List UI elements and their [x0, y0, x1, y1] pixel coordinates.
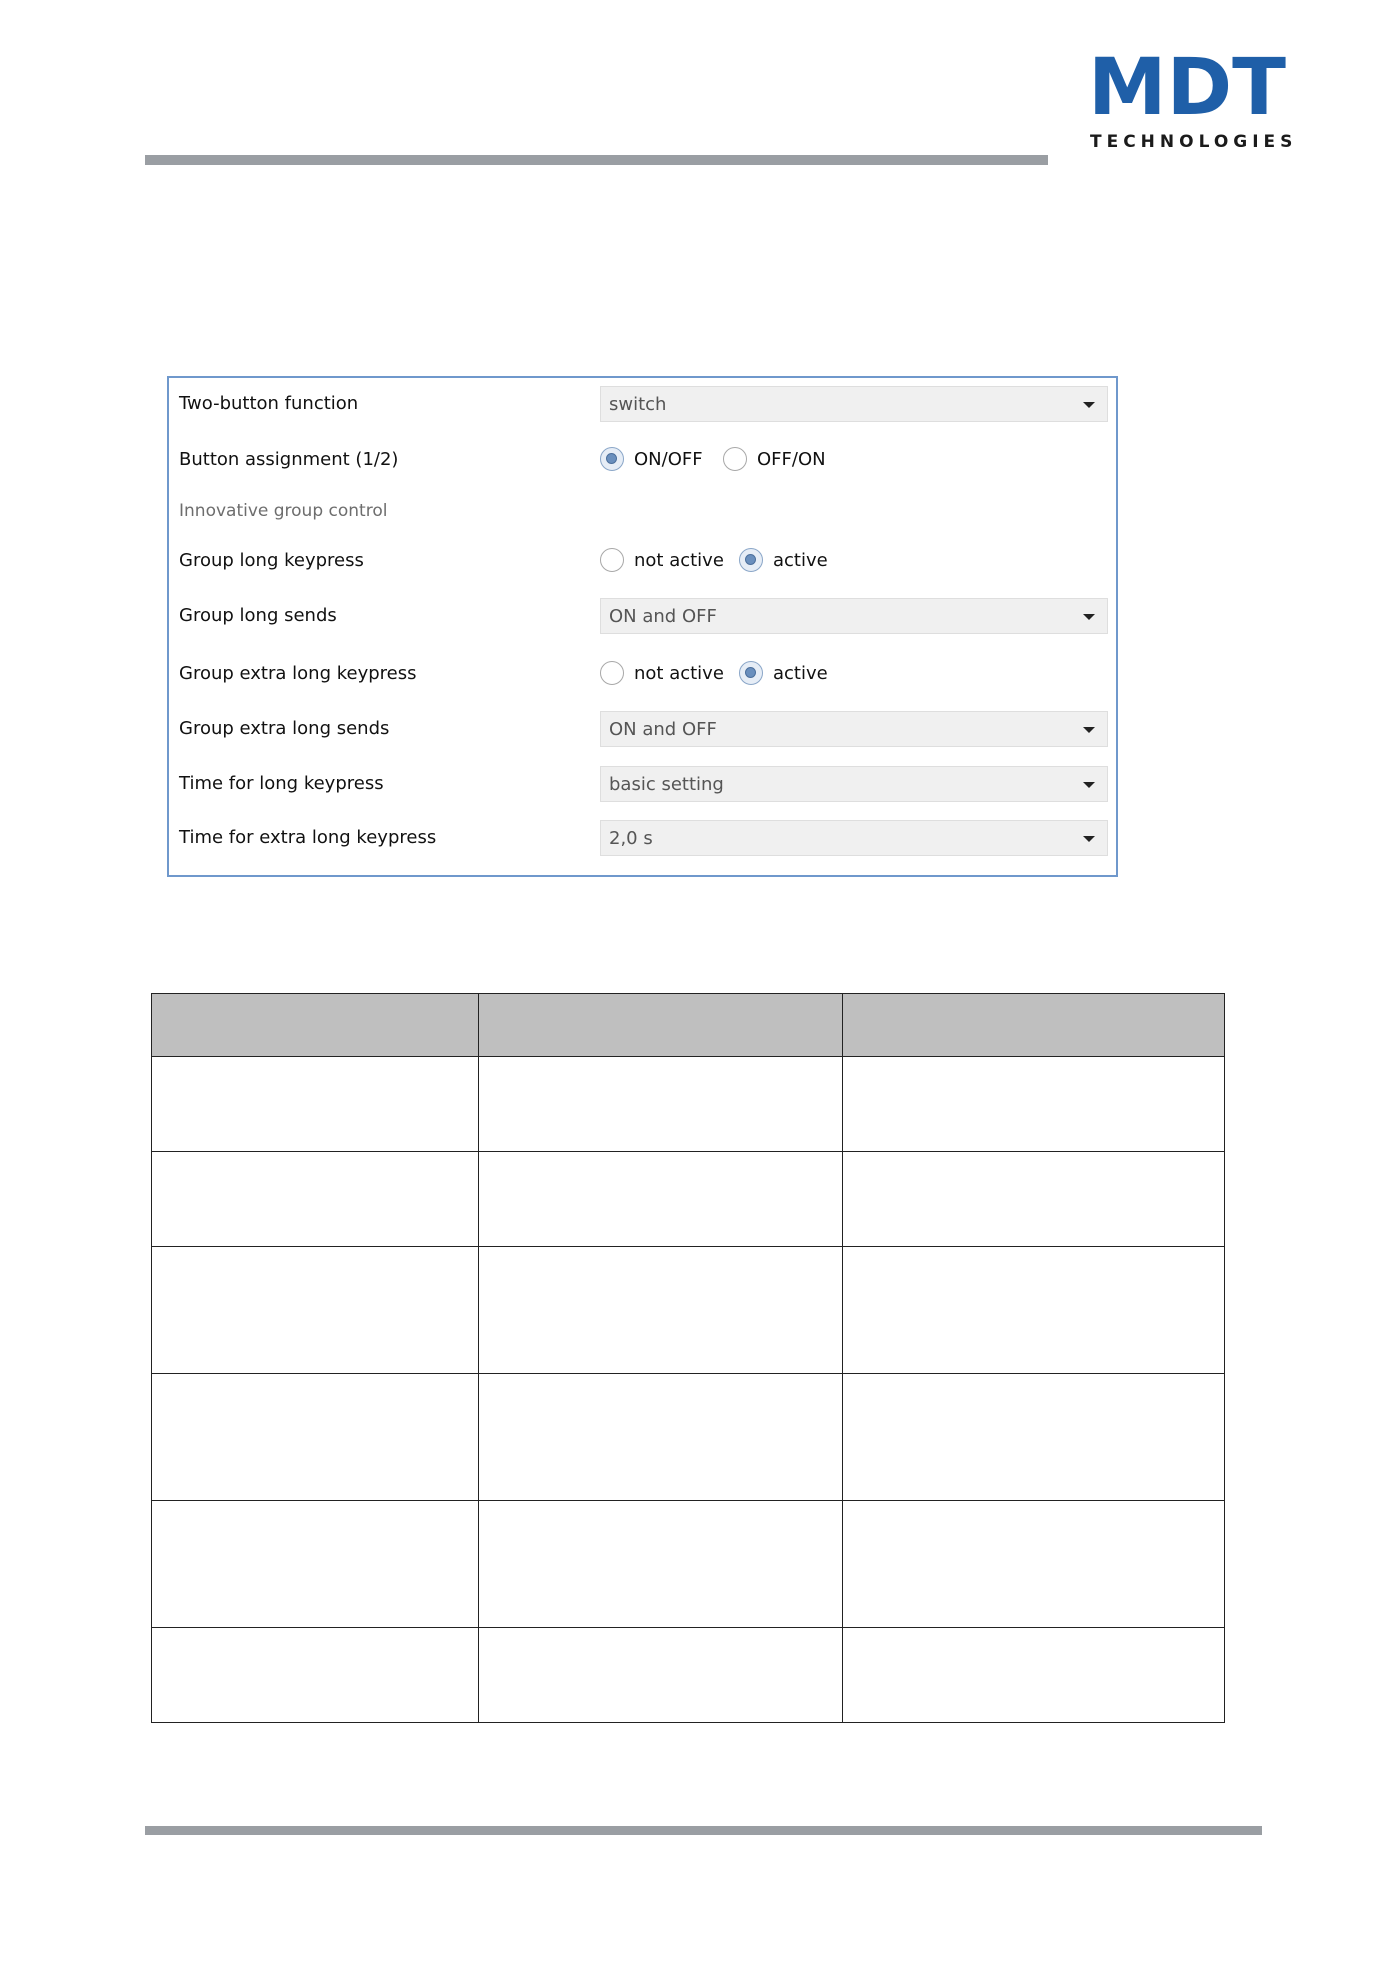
table-cell: [843, 1501, 1225, 1628]
select-value: basic setting: [609, 774, 724, 795]
row-label: Group long sends: [179, 605, 337, 626]
table-cell: [479, 1247, 843, 1374]
table-cell: [843, 1057, 1225, 1152]
group-long-sends-select[interactable]: [600, 598, 1108, 634]
table-cell: [152, 1501, 479, 1628]
row-two-button-function: [169, 384, 1116, 424]
row-time-for-extra-long-keypress: [169, 818, 1116, 858]
row-label: Group long keypress: [179, 550, 364, 571]
section-heading: Innovative group control: [179, 501, 388, 521]
table-row: [152, 1374, 1225, 1501]
time-for-extra-long-keypress-select[interactable]: [600, 820, 1108, 856]
dropdown-arrow-icon: [1083, 782, 1095, 788]
two-button-function-select[interactable]: [600, 386, 1108, 422]
table-header-cell: [843, 994, 1225, 1057]
row-label: Time for long keypress: [179, 773, 384, 794]
radio-checked-icon: [600, 447, 624, 471]
radio-label: active: [773, 550, 828, 571]
row-group-long-keypress: [169, 541, 1116, 581]
row-label: Group extra long keypress: [179, 663, 417, 684]
dropdown-arrow-icon: [1083, 836, 1095, 842]
radio-label: OFF/ON: [757, 449, 826, 470]
table-header-row: [152, 994, 1225, 1057]
svg-text:MDT: MDT: [1088, 50, 1286, 120]
mdt-wordmark: [1088, 50, 1288, 120]
select-value: ON and OFF: [609, 606, 717, 627]
row-label: Button assignment (1/2): [179, 449, 399, 470]
header-rule: [145, 155, 1048, 165]
radio-label: not active: [634, 550, 724, 571]
dropdown-arrow-icon: [1083, 614, 1095, 620]
row-label: Two-button function: [179, 393, 359, 414]
table-cell: [843, 1152, 1225, 1247]
table-cell: [479, 1057, 843, 1152]
row-label: Time for extra long keypress: [179, 827, 437, 848]
row-group-extra-long-sends: [169, 709, 1116, 749]
table-cell: [152, 1628, 479, 1723]
table-cell: [479, 1628, 843, 1723]
table-cell: [152, 1374, 479, 1501]
row-time-for-long-keypress: [169, 764, 1116, 804]
select-value: 2,0 s: [609, 828, 653, 849]
row-button-assignment: [169, 440, 1116, 480]
table-cell: [843, 1628, 1225, 1723]
table-header-cell: [152, 994, 479, 1057]
table-cell: [152, 1152, 479, 1247]
table-row: [152, 1247, 1225, 1374]
logo-subtitle: TECHNOLOGIES: [1090, 132, 1298, 152]
table-row: [152, 1501, 1225, 1628]
footer-rule: [145, 1826, 1262, 1835]
table-row: [152, 1152, 1225, 1247]
table-cell: [479, 1501, 843, 1628]
radio-unchecked-icon: [600, 548, 624, 572]
table-cell: [152, 1057, 479, 1152]
radio-unchecked-icon: [723, 447, 747, 471]
table-cell: [479, 1152, 843, 1247]
mdt-logo: [1088, 50, 1298, 158]
table-row: [152, 1628, 1225, 1723]
parameter-dialog: [167, 376, 1118, 877]
radio-label: ON/OFF: [634, 449, 703, 470]
group-extra-long-sends-select[interactable]: [600, 711, 1108, 747]
table-cell: [843, 1247, 1225, 1374]
row-label: Group extra long sends: [179, 718, 390, 739]
select-value: ON and OFF: [609, 719, 717, 740]
radio-label: not active: [634, 663, 724, 684]
table-header-cell: [479, 994, 843, 1057]
radio-unchecked-icon: [600, 661, 624, 685]
row-group-extra-long-keypress: [169, 654, 1116, 694]
radio-label: active: [773, 663, 828, 684]
table-cell: [152, 1247, 479, 1374]
table-cell: [843, 1374, 1225, 1501]
section-innovative-group-control: [169, 492, 1116, 532]
radio-checked-icon: [739, 661, 763, 685]
time-for-long-keypress-select[interactable]: [600, 766, 1108, 802]
row-group-long-sends: [169, 596, 1116, 636]
parameter-table: [151, 993, 1225, 1723]
table-cell: [479, 1374, 843, 1501]
dropdown-arrow-icon: [1083, 402, 1095, 408]
select-value: switch: [609, 394, 667, 415]
dropdown-arrow-icon: [1083, 727, 1095, 733]
radio-checked-icon: [739, 548, 763, 572]
table-row: [152, 1057, 1225, 1152]
